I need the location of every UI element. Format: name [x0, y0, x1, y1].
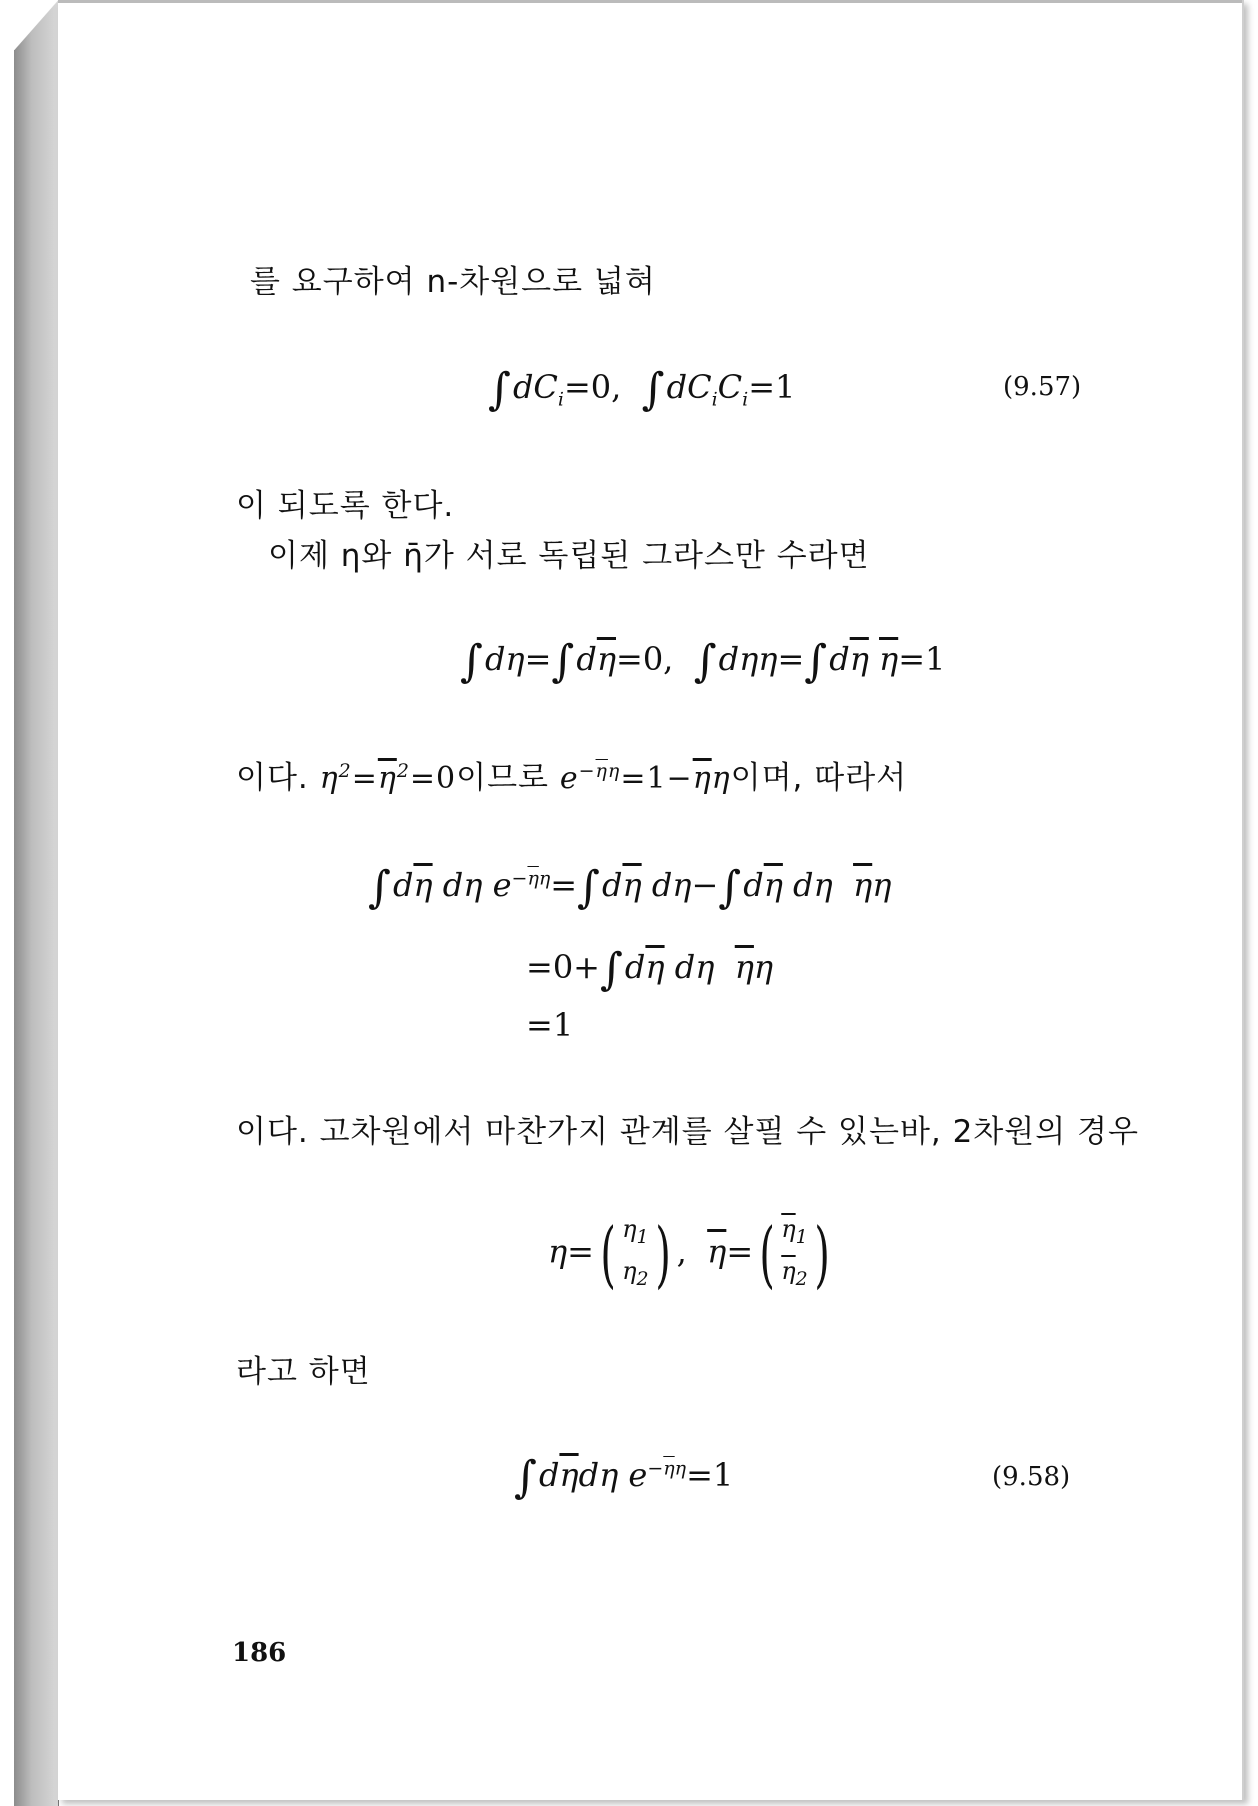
- text-line-6: 라고 하면: [236, 1354, 371, 1390]
- text-line-4-middle: 이므로: [456, 760, 560, 796]
- text-line-4-end: 이며, 따라서: [730, 760, 908, 796]
- equation-derivation-line-1: $\int d\overline{\eta}$ dη $e^{-\overline{\eta}\eta}=\int d\overline{\eta}$ $d\eta-\int d\overline{\eta}$ dη $\overline{\eta}\eta$: [368, 862, 892, 913]
- equation-9-57: $\int dC_i=0$, $\int dC_iC_i=1$: [488, 364, 796, 415]
- equation-number-9-57: (9.57): [1003, 372, 1082, 402]
- page-top-edge: [58, 0, 1242, 3]
- text-line-5: 이다. 고차원에서 마찬가지 관계를 살필 수 있는바, 2차원의 경우: [236, 1114, 1139, 1150]
- text-line-1: 를 요구하여 n-차원으로 넓혀: [250, 264, 656, 300]
- book-spine-corner: [14, 0, 58, 50]
- text-line-4-start: 이다.: [236, 760, 320, 796]
- text-line-2: 이 되도록 한다.: [236, 488, 455, 524]
- inline-math-nilpotent: $\eta^2=\overline{\eta}^2=0$: [319, 760, 457, 796]
- book-spine: [14, 0, 59, 1806]
- equation-derivation-line-2: $=0+\int d\overline{\eta}$ dη $\overline{\eta}\eta$: [526, 944, 774, 995]
- equation-grassmann-integrals: $\int d\eta=\int d\overline{\eta}=0$, $\int d\eta\eta=\int d\overline{\eta}$ $\overline{\eta}=1$: [460, 636, 946, 687]
- text-line-3: 이제 η와 η̄가 서로 독립된 그라스만 수라면: [268, 538, 870, 574]
- equation-9-58: $\int d\overline{\eta}d\eta$ $e^{-\overline{\eta}\eta}=1$: [514, 1452, 734, 1503]
- inline-math-exponential: $e^{-\overline{\eta}\eta}=1-\overline{\eta}\eta$: [559, 760, 731, 796]
- equation-number-9-58: (9.58): [992, 1462, 1071, 1492]
- page-number: 186: [232, 1638, 287, 1668]
- equation-vector-definitions: η= ( $\eta_1$ $\eta_2$ ) , $\overline{\eta}=$ ( $\overline{\eta}_1$ $\overline{\eta}_2$ ): [548, 1211, 830, 1296]
- text-line-4: [236, 752, 907, 797]
- equation-derivation-line-3: =1: [526, 1006, 574, 1044]
